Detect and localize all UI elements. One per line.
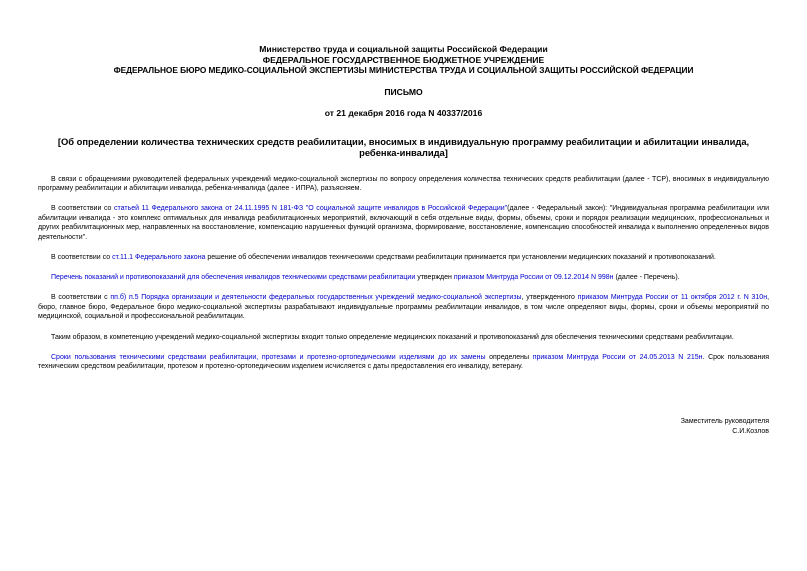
law-181fz-article-11-link[interactable]: статьей 11 Федерального закона от 24.11.1995 N 181-ФЗ "О социальной защите инвалидов в Российской Федерации" (114, 205, 508, 213)
paragraph-2: В соответствии со статьей 11 Федерального закона от 24.11.1995 N 181-ФЗ "О социальной защите инвалидов в Российской Федерации"(далее - Федеральный закон): "Индивидуальная программа реабилитации или абилитации инвалида - это комплекс оптимальных для инвалида реабилитационных мероприятий, включающий в себя отдельные виды, формы, объемы, сроки и порядок реализации медицинских, профессиональных и других реабилитационных мер, направленных на восстановление, компенсацию нарушенных функций организма, формирование, восстановление, компенсацию способностей инвалида к выполнению определенных видов деятельности". (38, 205, 769, 241)
usage-terms-link[interactable]: Сроки пользования техническими средствами реабилитации, протезами и протезно-ортопедическими изделиями до их замены (51, 353, 486, 361)
document-date-number: от 21 декабря 2016 года N 40337/2016 (324, 108, 483, 118)
paragraph-7: Сроки пользования техническими средствами реабилитации, протезами и протезно-ортопедическими изделиями до их замены определены приказом Минтруда России от 24.05.2013 N 215н. Срок пользования техническим средством реабилитации, протезом и протезно-ортопедическим изделием исчисляется с даты предоставления его инвалиду, ветерану. (38, 353, 770, 371)
paragraph-6: Таким образом, в компетенцию учреждений медико-социальной экспертизы входит только определение медицинских показаний и противопоказаний для обеспечения техническими средствами реабилитации. (51, 333, 734, 341)
order-215n-link[interactable]: приказом Минтруда России от 24.05.2013 N 215н (532, 353, 703, 361)
bureau-name: ФЕДЕРАЛЬНОЕ БЮРО МЕДИКО-СОЦИАЛЬНОЙ ЭКСПЕРТИЗЫ МИНИСТЕРСТВА ТРУДА И СОЦИАЛЬНОЙ ЗАЩИТЫ РОССИЙСКОЙ ФЕДЕРАЦИИ (113, 65, 694, 75)
document-title: [Об определении количества технических средств реабилитации, вносимых в индивидуальную программу реабилитации и абилитации инвалида, ребенка-инвалида] (57, 135, 750, 158)
signature-block (681, 417, 769, 437)
signatory-position: Заместитель руководителя (680, 418, 769, 425)
procedure-organization-link[interactable]: пп.б) п.5 Порядка организации и деятельности федеральных государственных учреждений медико-социальной экспертизы (110, 294, 522, 302)
paragraph-3: В соответствии со ст.11.1 Федерального закона решение об обеспечении инвалидов техническими средствами реабилитации принимается при установлении медицинских показаний и противопоказаний. (51, 254, 716, 262)
paragraph-5: В соответствии с пп.б) п.5 Порядка организации и деятельности федеральных государственных учреждений медико-социальной экспертизы, утвержденного приказом Минтруда России от 11 октября 2012 г. N 310н, бюро, главное бюро, Федеральное бюро медико-социальной экспертизы разрабатывают индивидуальные программы реабилитации инвалидов, в том числе определяют виды, формы, сроки и объемы мероприятий по медицинской, социальной и профессиональной реабилитации. (38, 294, 770, 321)
document-header (38, 44, 769, 119)
document-body (38, 175, 769, 372)
signatory-name: С.И.Козлов (732, 428, 769, 435)
order-310n-link[interactable]: приказом Минтруда России от 11 октября 2012 г. N 310н (577, 294, 768, 302)
ministry-name: Министерство труда и социальной защиты Российской Федерации (259, 44, 548, 54)
paragraph-1: В связи с обращениями руководителей федеральных учреждений медико-социальной экспертизы по вопросу определения количества технических средств реабилитации (далее - ТСР), вносимых в индивидуальную программу реабилитации и абилитации инвалида, ребенка-инвалида (далее - ИПРА), разъясняем. (38, 175, 769, 193)
indications-list-link[interactable]: Перечень показаний и противопоказаний для обеспечения инвалидов техническими средствами реабилитации (51, 274, 416, 282)
document-type: ПИСЬМО (384, 86, 423, 97)
order-998n-link[interactable]: приказом Минтруда России от 09.12.2014 N 998н (453, 274, 614, 282)
institution-type: ФЕДЕРАЛЬНОЕ ГОСУДАРСТВЕННОЕ БЮДЖЕТНОЕ УЧРЕЖДЕНИЕ (262, 54, 545, 65)
law-article-11-1-link[interactable]: ст.11.1 Федерального закона (112, 254, 206, 262)
paragraph-4: Перечень показаний и противопоказаний для обеспечения инвалидов техническими средствами реабилитации утвержден приказом Минтруда России от 09.12.2014 N 998н (далее - Перечень). (51, 274, 680, 282)
